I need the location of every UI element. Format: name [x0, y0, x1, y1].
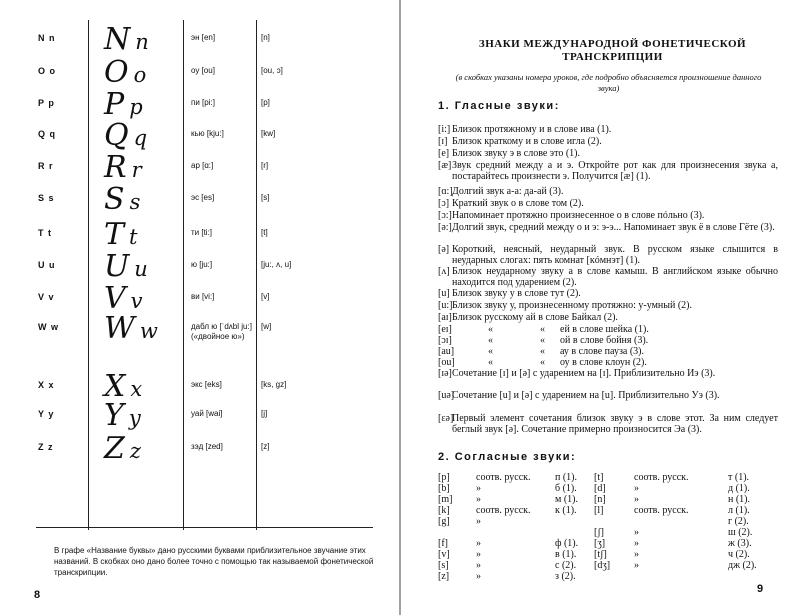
vowel-description: Близок протяжному и в слове ива (1). — [452, 124, 612, 135]
ipa-symbol: [ou] — [438, 357, 455, 368]
vowel-entry — [438, 148, 778, 159]
page-title: ЗНАКИ МЕЖДУНАРОДНОЙ ФОНЕТИЧЕСКОЙ ТРАНСКРИПЦИИ — [478, 38, 747, 63]
ditto-mark: « — [488, 357, 493, 368]
vowel-entry — [438, 222, 778, 233]
consonant-row — [438, 538, 778, 549]
vowel-description: Первый элемент сочетания близок звуку э в слове этот. За ним следует беглый звук [ə]. Сочетание примерно произносится Эа (3). — [452, 413, 778, 435]
print-letter: S s — [38, 193, 55, 203]
ditto-mark: « — [540, 335, 545, 346]
letter-name: уай [wai] — [191, 409, 223, 418]
russian-equivalent: л (1). — [728, 505, 750, 516]
letter-sound: [t] — [261, 228, 268, 237]
vowel-description: ау в слове пауза (3). — [560, 346, 645, 357]
consonant-row — [438, 571, 778, 582]
correspondence-label: » — [476, 516, 481, 527]
letter-name: зэд [zed] — [191, 442, 223, 451]
vowel-description: Сочетание [u] и [ə] с ударением на [u]. Приблизительно Уэ (3). — [452, 390, 720, 401]
print-letter: Y y — [38, 409, 55, 419]
print-letter: N n — [38, 33, 56, 43]
ipa-symbol: [ʌ] — [438, 266, 450, 277]
correspondence-label: » — [476, 494, 481, 505]
vowel-entry — [438, 136, 778, 147]
script-letter: X x — [104, 369, 143, 404]
ipa-symbol: [z] — [438, 571, 450, 582]
russian-equivalent: ш (2). — [728, 527, 753, 538]
russian-equivalent: к (1). — [555, 505, 577, 516]
vowel-description: Краткий звук о в слове том (2). — [452, 198, 584, 209]
russian-equivalent: т (1). — [728, 472, 750, 483]
letter-sound: [ou, ɔ] — [261, 66, 283, 75]
russian-equivalent: ф (1). — [555, 538, 579, 549]
ipa-symbol: [aɪ] — [438, 312, 452, 323]
letter-name: пи [pi:] — [191, 98, 215, 107]
vowel-entry — [438, 390, 778, 401]
vowel-entry — [438, 368, 778, 379]
ipa-symbol: [d] — [594, 483, 606, 494]
vowel-description: оу в слове клоун (2). — [560, 357, 647, 368]
print-letter: W w — [38, 322, 59, 332]
correspondence-label: соотв. русск. — [634, 505, 689, 516]
ipa-symbol: [s] — [438, 560, 449, 571]
ipa-symbol: [ɑ:] — [438, 186, 453, 197]
vowel-entry — [438, 300, 778, 311]
script-letter: Z z — [104, 431, 141, 466]
ipa-symbol: [ɪə] — [438, 368, 452, 379]
russian-equivalent: п (1). — [555, 472, 578, 483]
script-letter: R r — [104, 150, 142, 185]
correspondence-label: » — [476, 560, 481, 571]
ipa-symbol: [p] — [438, 472, 450, 483]
ditto-mark: « — [488, 324, 493, 335]
ipa-symbol: [ə] — [438, 244, 450, 255]
vowel-description: ей в слове шейка (1). — [560, 324, 649, 335]
russian-equivalent: н (1). — [728, 494, 751, 505]
vowel-entry — [438, 312, 778, 323]
correspondence-label: » — [634, 560, 639, 571]
russian-equivalent: б (1). — [555, 483, 577, 494]
letter-sound: [j] — [261, 409, 268, 418]
vowel-entry — [438, 160, 778, 182]
letter-sound: [z] — [261, 442, 270, 451]
script-letter: N n — [104, 22, 149, 57]
ditto-mark: « — [488, 335, 493, 346]
correspondence-label: соотв. русск. — [634, 472, 689, 483]
correspondence-label: » — [634, 483, 639, 494]
ipa-symbol: [l] — [594, 505, 604, 516]
vowel-entry — [438, 210, 778, 221]
ipa-symbol: [m] — [438, 494, 453, 505]
page-number: 8 — [34, 589, 41, 601]
ipa-symbol: [uə] — [438, 390, 455, 401]
russian-equivalent: г (2). — [728, 516, 749, 527]
ipa-symbol: [k] — [438, 505, 450, 516]
letter-sound: [w] — [261, 322, 272, 331]
table-rule — [256, 20, 257, 530]
letter-sound: [s] — [261, 193, 270, 202]
correspondence-label: » — [634, 494, 639, 505]
ditto-mark: « — [540, 324, 545, 335]
vowel-description: Близок звуку э в слове это (1). — [452, 148, 580, 159]
vowel-entry — [438, 288, 778, 299]
ipa-symbol: [ɛə] — [438, 413, 454, 424]
consonant-row — [438, 516, 778, 527]
print-letter: U u — [38, 260, 56, 270]
correspondence-label: » — [634, 527, 639, 538]
footnote-rule — [36, 527, 373, 528]
page-subtitle: (в скобках указаны номера уроков, где подробно объясняется произношение данного звука) — [455, 72, 762, 93]
vowel-description: Близок русскому ай в слове Байкал (2). — [452, 312, 618, 323]
correspondence-label: » — [634, 549, 639, 560]
russian-equivalent: з (2). — [555, 571, 576, 582]
ipa-symbol: [ɔɪ] — [438, 335, 452, 346]
ipa-symbol: [e] — [438, 148, 450, 159]
correspondence-label: » — [476, 483, 481, 494]
letter-name: ю [ju:] — [191, 260, 213, 269]
script-letter: Q q — [104, 118, 148, 153]
ditto-mark: « — [488, 346, 493, 357]
correspondence-label: » — [634, 538, 639, 549]
vowels-heading: 1. Гласные звуки: — [438, 100, 560, 112]
ipa-symbol: [ɔ:] — [438, 210, 452, 221]
vowel-description: ой в слове бойня (3). — [560, 335, 649, 346]
right-page — [400, 0, 800, 615]
script-letter: S s — [104, 182, 141, 217]
ipa-symbol: [eɪ] — [438, 324, 452, 335]
letter-name: дабл ю [ˈdʌbl ju:] («двойное ю») — [191, 322, 252, 341]
page-number: 9 — [757, 583, 764, 595]
print-letter: R r — [38, 161, 54, 171]
print-letter: Q q — [38, 129, 56, 139]
ditto-mark: « — [540, 346, 545, 357]
consonants-heading: 2. Согласные звуки: — [438, 451, 577, 463]
script-letter: P p — [104, 87, 143, 122]
vowel-description: Короткий, неясный, неударный звук. В русском языке слышится в неударных слогах: пять комнат [кóмнэт] (1). — [452, 244, 778, 266]
letter-name: эн [en] — [191, 33, 216, 42]
ipa-symbol: [f] — [438, 538, 448, 549]
vowel-entry — [438, 198, 778, 209]
ipa-symbol: [g] — [438, 516, 450, 527]
script-letter: V v — [104, 281, 143, 316]
vowel-entry — [438, 413, 778, 435]
russian-equivalent: с (2). — [555, 560, 577, 571]
print-letter: X x — [38, 380, 55, 390]
correspondence-label: соотв. русск. — [476, 472, 531, 483]
letter-sound: [v] — [261, 292, 270, 301]
vowel-entry — [438, 266, 778, 288]
consonant-row — [438, 549, 778, 560]
vowel-description: Звук средний между а и э. Откройте рот как для произнесения звука а, постарайтесь произнести э. Получится [æ] (1). — [452, 160, 778, 182]
table-rule — [88, 20, 89, 530]
print-letter: Z z — [38, 442, 54, 452]
script-letter: O o — [104, 55, 147, 90]
ipa-symbol: [b] — [438, 483, 450, 494]
vowel-description: Близок звуку у, произнесенному протяжно: у-умный (2). — [452, 300, 692, 311]
vowel-entry — [438, 186, 778, 197]
ipa-symbol: [ʒ] — [594, 538, 606, 549]
letter-name: ар [ɑ:] — [191, 161, 214, 170]
ipa-symbol: [ʃ] — [594, 527, 604, 538]
consonant-row — [438, 527, 778, 538]
script-letter: W w — [104, 311, 158, 346]
correspondence-label: » — [476, 538, 481, 549]
vowel-description: Близок звуку у в слове тут (2). — [452, 288, 581, 299]
print-letter: T t — [38, 228, 52, 238]
ipa-symbol: [ə:] — [438, 222, 452, 233]
letter-name: эс [es] — [191, 193, 215, 202]
script-letter: T t — [104, 217, 138, 252]
consonant-row — [438, 560, 778, 571]
print-letter: O o — [38, 66, 56, 76]
correspondence-label: соотв. русск. — [476, 505, 531, 516]
letter-name: экс [eks] — [191, 380, 222, 389]
letter-name: ти [ti:] — [191, 228, 213, 237]
letter-name: ви [vi:] — [191, 292, 215, 301]
vowel-description: Близок неударному звуку а в слове камыш. В английском языке обычно находится под ударением (2). — [452, 266, 778, 288]
vowel-description: Близок краткому и в слове игла (2). — [452, 136, 602, 147]
letter-sound: [ks, gz] — [261, 380, 287, 389]
correspondence-label: » — [476, 549, 481, 560]
table-rule — [183, 20, 184, 530]
letter-sound: [ju:, ʌ, u] — [261, 260, 292, 269]
letter-sound: [n] — [261, 33, 270, 42]
print-letter: P p — [38, 98, 55, 108]
russian-equivalent: м (1). — [555, 494, 578, 505]
script-letter: U u — [104, 249, 148, 284]
ipa-symbol: [n] — [594, 494, 606, 505]
ipa-symbol: [u:] — [438, 300, 453, 311]
ipa-symbol: [ɔ] — [438, 198, 450, 209]
script-letter: Y y — [104, 398, 141, 433]
vowel-description: Долгий звук а-а: да-ай (3). — [452, 186, 564, 197]
consonant-row — [438, 494, 778, 505]
ipa-symbol: [ɪ] — [438, 136, 448, 147]
russian-equivalent: дж (2). — [728, 560, 757, 571]
ipa-symbol: [u] — [438, 288, 450, 299]
correspondence-label: » — [476, 571, 481, 582]
ipa-symbol: [æ] — [438, 160, 452, 171]
vowel-description: Сочетание [ɪ] и [ə] с ударением на [ɪ]. Приблизительно Иэ (3). — [452, 368, 716, 379]
footnote: В графе «Название буквы» дано русскими буквами приблизительное звучание этих названий. В скобках оно дано более точно с помощью так называемой фонетической транскрипции. — [54, 546, 374, 577]
print-letter: V v — [38, 292, 55, 302]
vowel-entry — [438, 244, 778, 266]
letter-sound: [r] — [261, 161, 269, 170]
ipa-symbol: [dʒ] — [594, 560, 611, 571]
russian-equivalent: в (1). — [555, 549, 577, 560]
ipa-symbol: [v] — [438, 549, 450, 560]
letter-name: оу [ou] — [191, 66, 215, 75]
consonant-row — [438, 483, 778, 494]
ipa-symbol: [t] — [594, 472, 604, 483]
letter-sound: [p] — [261, 98, 270, 107]
vowel-description: Напоминает протяжно произнесенное о в слове пóльно (3). — [452, 210, 705, 221]
vowel-description: Долгий звук, средний между о и э: э-э... Напоминает звук ё в слове Гёте (3). — [452, 222, 775, 233]
consonant-row — [438, 505, 778, 516]
russian-equivalent: ч (2). — [728, 549, 750, 560]
vowel-entry — [438, 124, 778, 135]
ipa-symbol: [tʃ] — [594, 549, 607, 560]
ditto-mark: « — [540, 357, 545, 368]
russian-equivalent: ж (3). — [728, 538, 752, 549]
letter-sound: [kw] — [261, 129, 276, 138]
russian-equivalent: д (1). — [728, 483, 750, 494]
ipa-symbol: [au] — [438, 346, 455, 357]
letter-name: кью [kju:] — [191, 129, 224, 138]
consonant-row — [438, 472, 778, 483]
ipa-symbol: [i:] — [438, 124, 451, 135]
